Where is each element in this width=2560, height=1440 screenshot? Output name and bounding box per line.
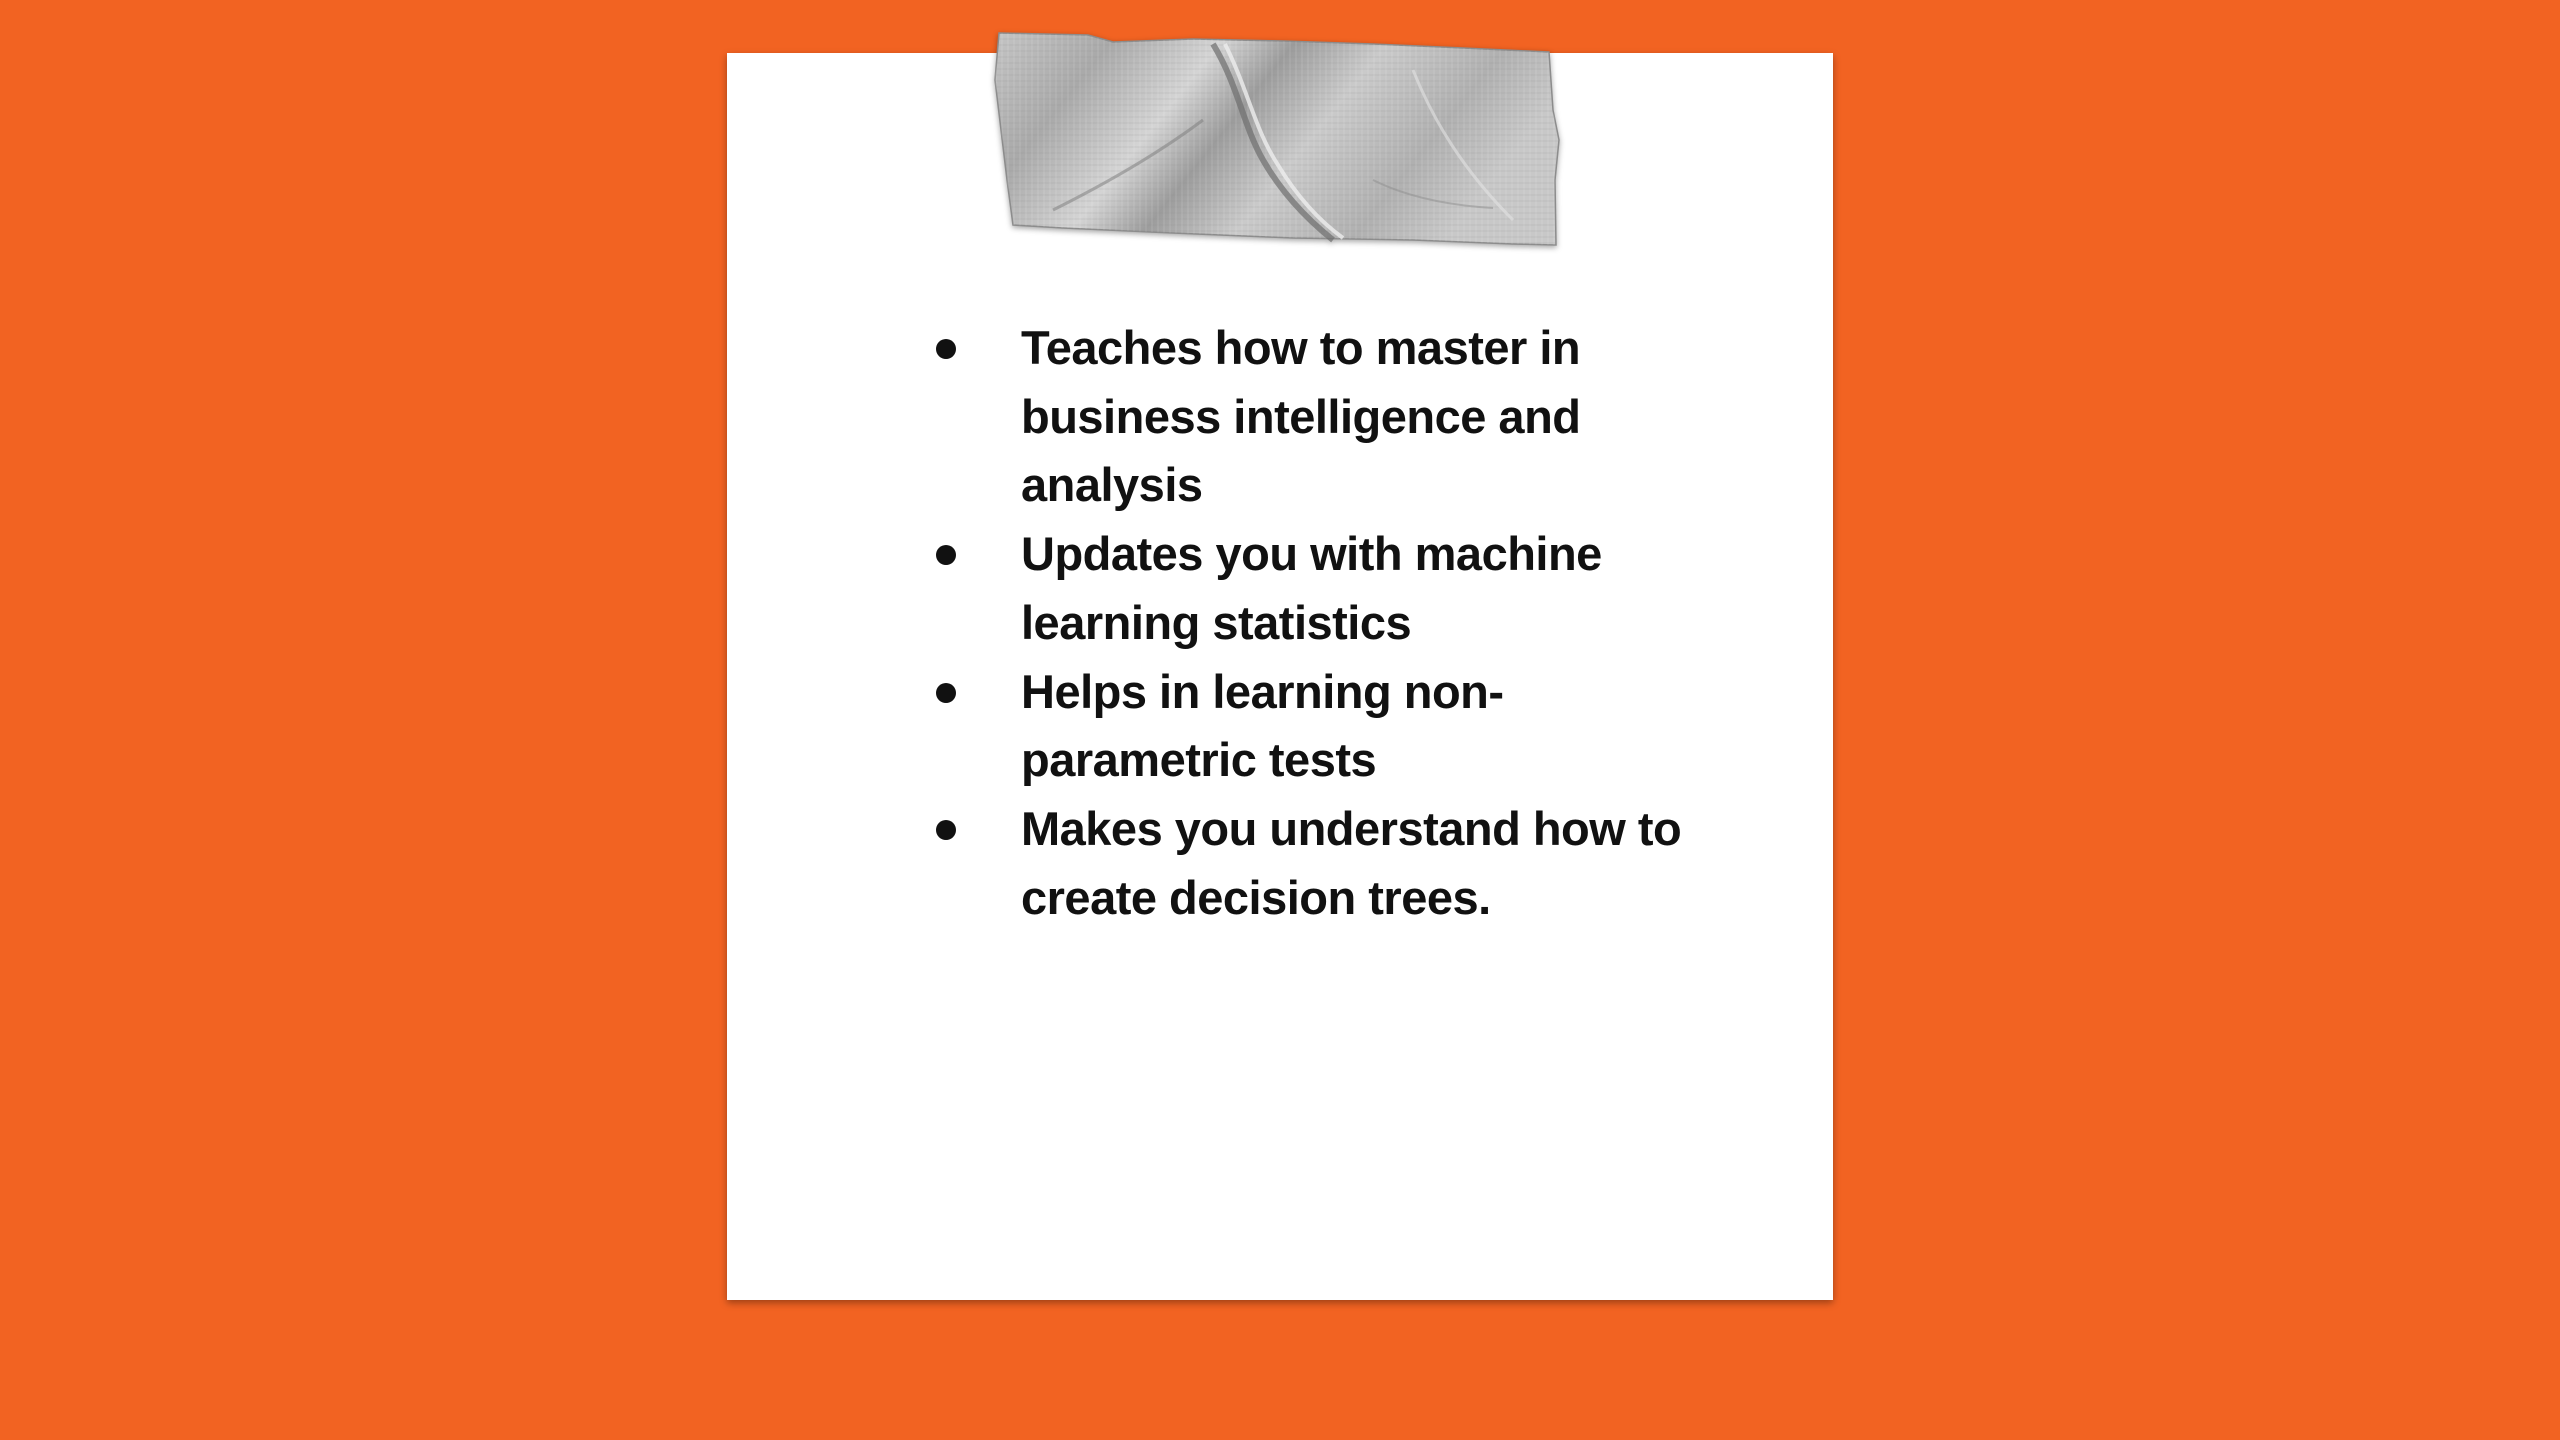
list-item xyxy=(925,520,1725,657)
list-item-text: Helps in learning non-parametric tests xyxy=(1021,664,1504,787)
list-item-text: Makes you understand how to create decision trees. xyxy=(1021,801,1682,924)
list-item-text: Teaches how to master in business intelligence and analysis xyxy=(1021,321,1581,512)
bullet-icon xyxy=(936,339,956,359)
bullet-icon xyxy=(936,820,956,840)
list-item-text: Updates you with machine learning statistics xyxy=(1021,527,1602,649)
bullet-icon xyxy=(936,545,956,565)
duct-tape-strip xyxy=(993,30,1565,252)
list-item xyxy=(925,314,1725,520)
list-item xyxy=(925,658,1725,795)
feature-list xyxy=(925,314,1725,932)
list-item xyxy=(925,795,1725,932)
bullet-icon xyxy=(936,683,956,703)
